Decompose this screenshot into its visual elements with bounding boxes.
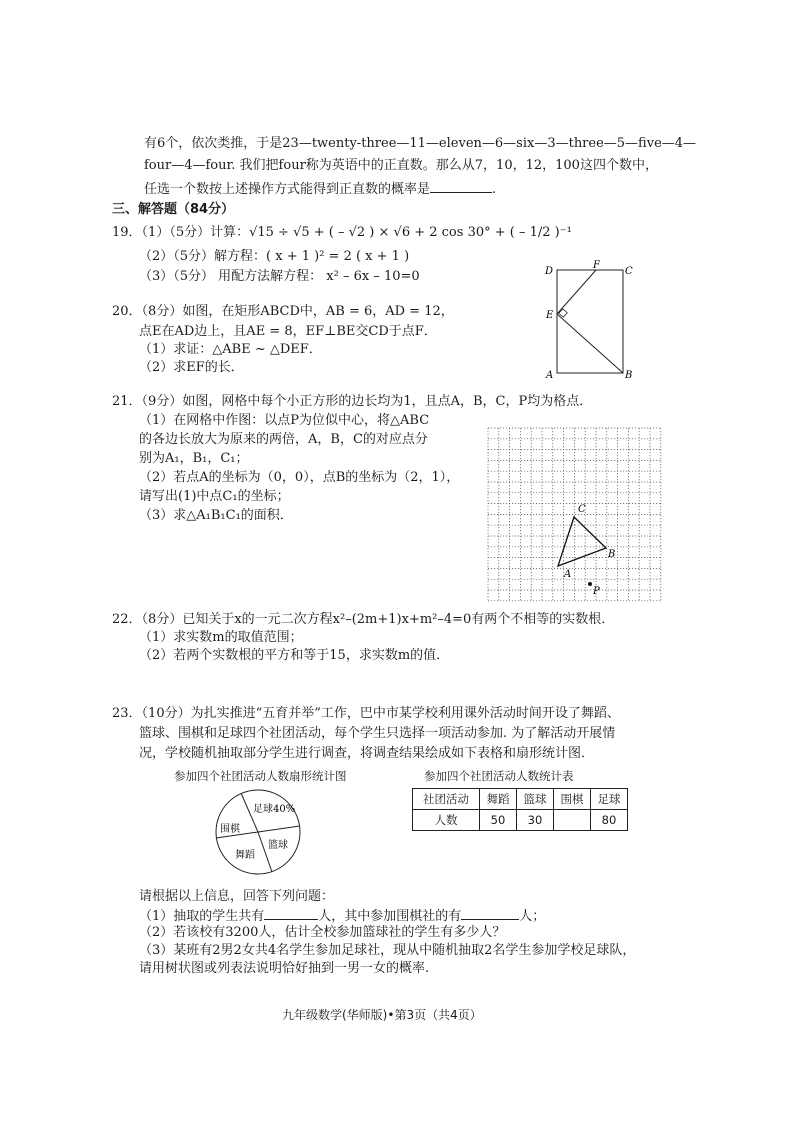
intro-line-3-end: . [492,182,497,197]
dotted-grid [488,428,661,601]
q21-line-6: 请写出(1)中点C₁的坐标； [139,489,290,504]
q19-part-1-label: （1）（5分）计算： [141,225,250,240]
label-c: C [578,504,586,515]
q23-part-1-text-b: 人，其中参加围棋社的有 [318,909,462,924]
q23-part-1-text-a: （1）抽取的学生共有 [139,909,265,924]
q23-ask: 请根据以上信息，回答下列问题： [139,889,335,904]
answer-blank-total[interactable] [264,907,318,920]
label-b: B [625,370,633,380]
q21-line-1: 21．（9分）如图，网格中每个小正方形的边长均为1，且点A，B，C，P均为格点． [112,394,593,409]
q19-part-1-expression: √15 ÷ √5 + ( – √2 ) × √6 + 2 cos 30° + ( – 1/2 )⁻¹ [249,225,572,240]
table-cell: 80 [591,810,628,831]
table-cell: 50 [480,810,517,831]
label-e: E [546,310,554,321]
q21-line-5: （2）若点A的坐标为（0，0），点B的坐标为（2，1）， [139,470,460,485]
intro-line-2: four—4—four. 我们把four称为英语中的正直数。那么从7，10，12，100这四个数中， [144,158,658,173]
q20-line-2: 点E在AD边上，且AE = 8，EF⊥BE交CD于点F． [139,324,437,339]
q20-rectangle-figure [540,260,640,380]
q20-line-1: 20．（8分）如图，在矩形ABCD中，AB = 6，AD = 12， [112,304,454,319]
slice-label-football: 足球40% [253,804,296,815]
q21-line-3: 的各边长放大为原来的两倍，A，B，C的对应点分 [139,432,428,447]
q23-part-1-text-c: 人； [519,909,546,924]
table-caption: 参加四个社团活动人数统计表 [424,769,574,783]
table-header-cell: 足球 [591,789,628,810]
q20-line-4: （2）求EF的长． [139,360,244,375]
q19-part-1 [112,225,572,241]
table-row [413,810,628,831]
pie-chart-caption: 参加四个社团活动人数扇形统计图 [174,769,347,783]
intro-line-3-text: 任选一个数按上述操作方式能得到正直数的概率是 [144,182,431,197]
q23-part-3-line-1: （3）某班有2男2女共4名学生参加足球社，现从中随机抽取2名学生参加学校足球队， [139,943,636,958]
pie-chart [208,786,308,878]
table-cell [554,810,591,831]
q19-part-2: （2）（5分）解方程：( x + 1 )² = 2 ( x + 1 ) [139,249,410,264]
q21-line-7: （3）求△A₁B₁C₁的面积． [139,508,293,523]
q22-line-3: （2）若两个实数根的平方和等于15，求实数m的值． [139,648,450,663]
table-header-cell: 篮球 [517,789,554,810]
section-3-title: 三、解答题（84分） [112,202,235,217]
q21-line-2: （1）在网格中作图：以点P为位似中心，将△ABC [139,413,430,428]
label-a: A [564,569,572,580]
rectangle-abcd [557,270,623,373]
label-c: C [625,266,633,277]
answer-blank-go[interactable] [461,907,519,920]
table-header-cell: 围棋 [554,789,591,810]
answer-blank[interactable] [430,180,492,193]
table-cell: 30 [517,810,554,831]
q19-number: 19． [112,225,142,240]
q23-part-3-line-2: 请用树状图或列表法说明恰好抽到一男一女的概率. [139,961,430,976]
q22-line-1: 22．（8分）已知关于x的一元二次方程x²–(2m+1)x+m²–4=0有两个不相等的实数根． [112,612,615,627]
segment-eb [557,314,623,373]
label-f: F [593,260,600,271]
table-header-row [413,789,628,810]
intro-line-1: 有6个，依次类推，于是23—twenty-three—11—eleven—6—six—3—three—5—five—4— [144,136,697,151]
slice-label-dance: 舞蹈 [235,850,255,861]
page-footer: 九年级数学(华师版)•第3页（共4页） [282,1008,482,1022]
label-b: B [608,549,616,560]
table-cell: 人数 [413,810,480,831]
slice-label-basketball: 篮球 [268,840,288,851]
slice-label-go: 围棋 [220,824,240,835]
q23-line-1: 23．（10分）为扎实推进“五育并举”工作，巴中市某学校利用课外活动时间开设了舞蹈、 [112,706,620,721]
q23-line-2: 篮球、围棋和足球四个社团活动，每个学生只选择一项活动参加. 为了解活动开展情 [139,726,616,741]
club-statistics-table [412,788,628,831]
segment-ef [557,270,596,314]
point-p [588,582,592,586]
intro-line-3 [144,180,496,198]
q23-part-2: （2）若该校有3200人，估计全校参加篮球社的学生有多少人？ [139,925,506,940]
label-a: A [546,370,554,380]
table-header-cell: 舞蹈 [480,789,517,810]
q23-line-3: 况，学校随机抽取部分学生进行调查，将调查结果绘成如下表格和扇形统计图． [139,746,595,761]
label-d: D [545,266,554,277]
q20-line-3: （1）求证：△ABE ~ △DEF． [139,342,322,357]
table-header-cell: 社团活动 [413,789,480,810]
q22-line-2: （1）求实数m的取值范围； [139,630,303,645]
q23-part-1 [139,907,545,925]
q21-line-4: 别为A₁，B₁，C₁； [139,451,249,466]
q21-grid-figure [484,424,664,610]
label-p: P [593,586,600,597]
triangle-abc [558,517,606,566]
q19-part-3: （3）（5分） 用配方法解方程： x² – 6x – 10=0 [139,269,420,284]
